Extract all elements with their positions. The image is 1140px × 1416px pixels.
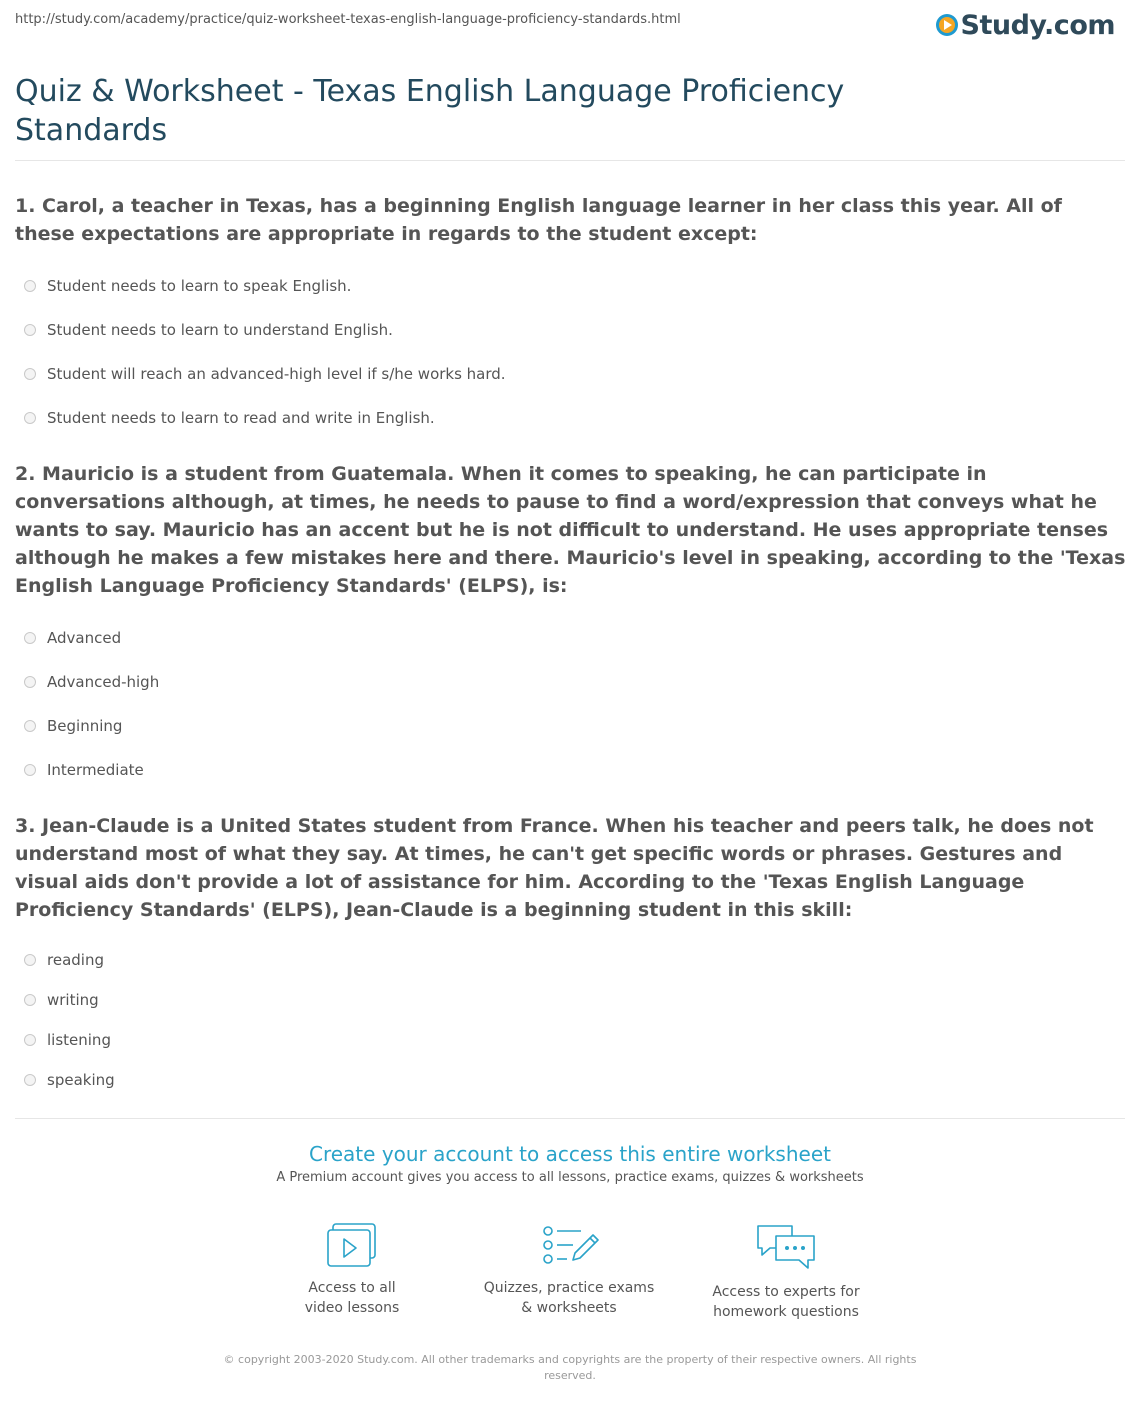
feature-label: Access to experts for homework questions (712, 1284, 860, 1320)
divider (15, 1118, 1125, 1119)
answer-label: listening (47, 1031, 111, 1049)
radio-button[interactable] (24, 1074, 36, 1086)
radio-button[interactable] (24, 412, 36, 424)
signup-cta (0, 1142, 1140, 1185)
question-2 (15, 460, 1127, 792)
answer-option[interactable] (15, 1060, 1127, 1100)
answer-option[interactable] (15, 940, 1127, 980)
answer-label: Intermediate (47, 761, 144, 779)
question-text: 2. Mauricio is a student from Guatemala. When it comes to speaking, he can participate in conversations although, at times, he needs to pause to find a word/expression that conveys what he wants to say. Mauricio has an accent but he is not difficult to understand. He uses appropriate tenses although he makes a few mistakes here and there. Mauricio's level in speaking, according to the 'Texas English Language Proficiency Standards' (ELPS), is: (15, 463, 1126, 597)
radio-button[interactable] (24, 954, 36, 966)
chat-experts-icon (754, 1222, 818, 1272)
answer-label: writing (47, 991, 99, 1009)
question-text: 1. Carol, a teacher in Texas, has a beginning English language learner in her class this year. All of these expectations are appropriate in regards to the student except: (15, 195, 1062, 245)
answer-label: Advanced-high (47, 673, 160, 691)
answer-label: Student needs to learn to understand English. (47, 321, 393, 339)
copyright-text: © copyright 2003-2020 Study.com. All other trademarks and copyrights are the property of their respective owners. All rights reserved. (223, 1353, 917, 1382)
question-3 (15, 812, 1127, 1100)
answer-option[interactable] (15, 704, 1127, 748)
answer-option[interactable] (15, 396, 1127, 440)
question-1 (15, 192, 1127, 440)
answer-label: Student needs to learn to read and write in English. (47, 409, 435, 427)
answer-option[interactable] (15, 308, 1127, 352)
question-text: 3. Jean-Claude is a United States student from France. When his teacher and peers talk, he does not understand most of what they say. At times, he can't get specific words or phrases. Gestures and visual aids don't provide a lot of assistance for him. According to the 'Texas English Language Proficiency Standards' (ELPS), Jean-Claude is a beginning student in this skill: (15, 815, 1094, 921)
answer-label: Advanced (47, 629, 122, 647)
feature-quizzes (469, 1222, 669, 1318)
page-title: Quiz & Worksheet - Texas English Language Proficiency Standards (15, 74, 845, 148)
radio-button[interactable] (24, 632, 36, 644)
answer-option[interactable] (15, 1020, 1127, 1060)
radio-button[interactable] (24, 720, 36, 732)
study-logo-icon (936, 14, 958, 36)
radio-button[interactable] (24, 764, 36, 776)
answer-label: Student will reach an advanced-high level if s/he works hard. (47, 365, 506, 383)
quiz-checklist-icon (539, 1222, 599, 1268)
answer-label: speaking (47, 1071, 115, 1089)
study-logo-text: Study.com (960, 9, 1115, 41)
answer-option[interactable] (15, 748, 1127, 792)
radio-button[interactable] (24, 1034, 36, 1046)
answer-label: reading (47, 951, 104, 969)
radio-button[interactable] (24, 324, 36, 336)
divider (15, 160, 1125, 161)
radio-button[interactable] (24, 280, 36, 292)
radio-button[interactable] (24, 368, 36, 380)
answer-options (15, 940, 1127, 1100)
study-logo[interactable] (936, 10, 1115, 40)
feature-label: Access to all video lessons (304, 1280, 400, 1316)
answer-label: Beginning (47, 717, 123, 735)
answer-option[interactable] (15, 264, 1127, 308)
answer-options (15, 264, 1127, 440)
answer-options (15, 616, 1127, 792)
page-url: http://study.com/academy/practice/quiz-worksheet-texas-english-language-proficiency-standards.html (15, 12, 681, 27)
answer-option[interactable] (15, 660, 1127, 704)
cta-heading-link[interactable]: Create your account to access this entire worksheet (309, 1142, 831, 1166)
radio-button[interactable] (24, 676, 36, 688)
answer-label: Student needs to learn to speak English. (47, 277, 352, 295)
feature-label: Quizzes, practice exams & worksheets (483, 1280, 655, 1316)
feature-experts (686, 1222, 886, 1322)
answer-option[interactable] (15, 980, 1127, 1020)
video-lesson-icon (324, 1222, 380, 1268)
answer-option[interactable] (15, 616, 1127, 660)
answer-option[interactable] (15, 352, 1127, 396)
page-header (15, 10, 1125, 40)
feature-video-lessons (252, 1222, 452, 1318)
radio-button[interactable] (24, 994, 36, 1006)
cta-subheading: A Premium account gives you access to all lessons, practice exams, quizzes & worksheets (276, 1170, 864, 1185)
